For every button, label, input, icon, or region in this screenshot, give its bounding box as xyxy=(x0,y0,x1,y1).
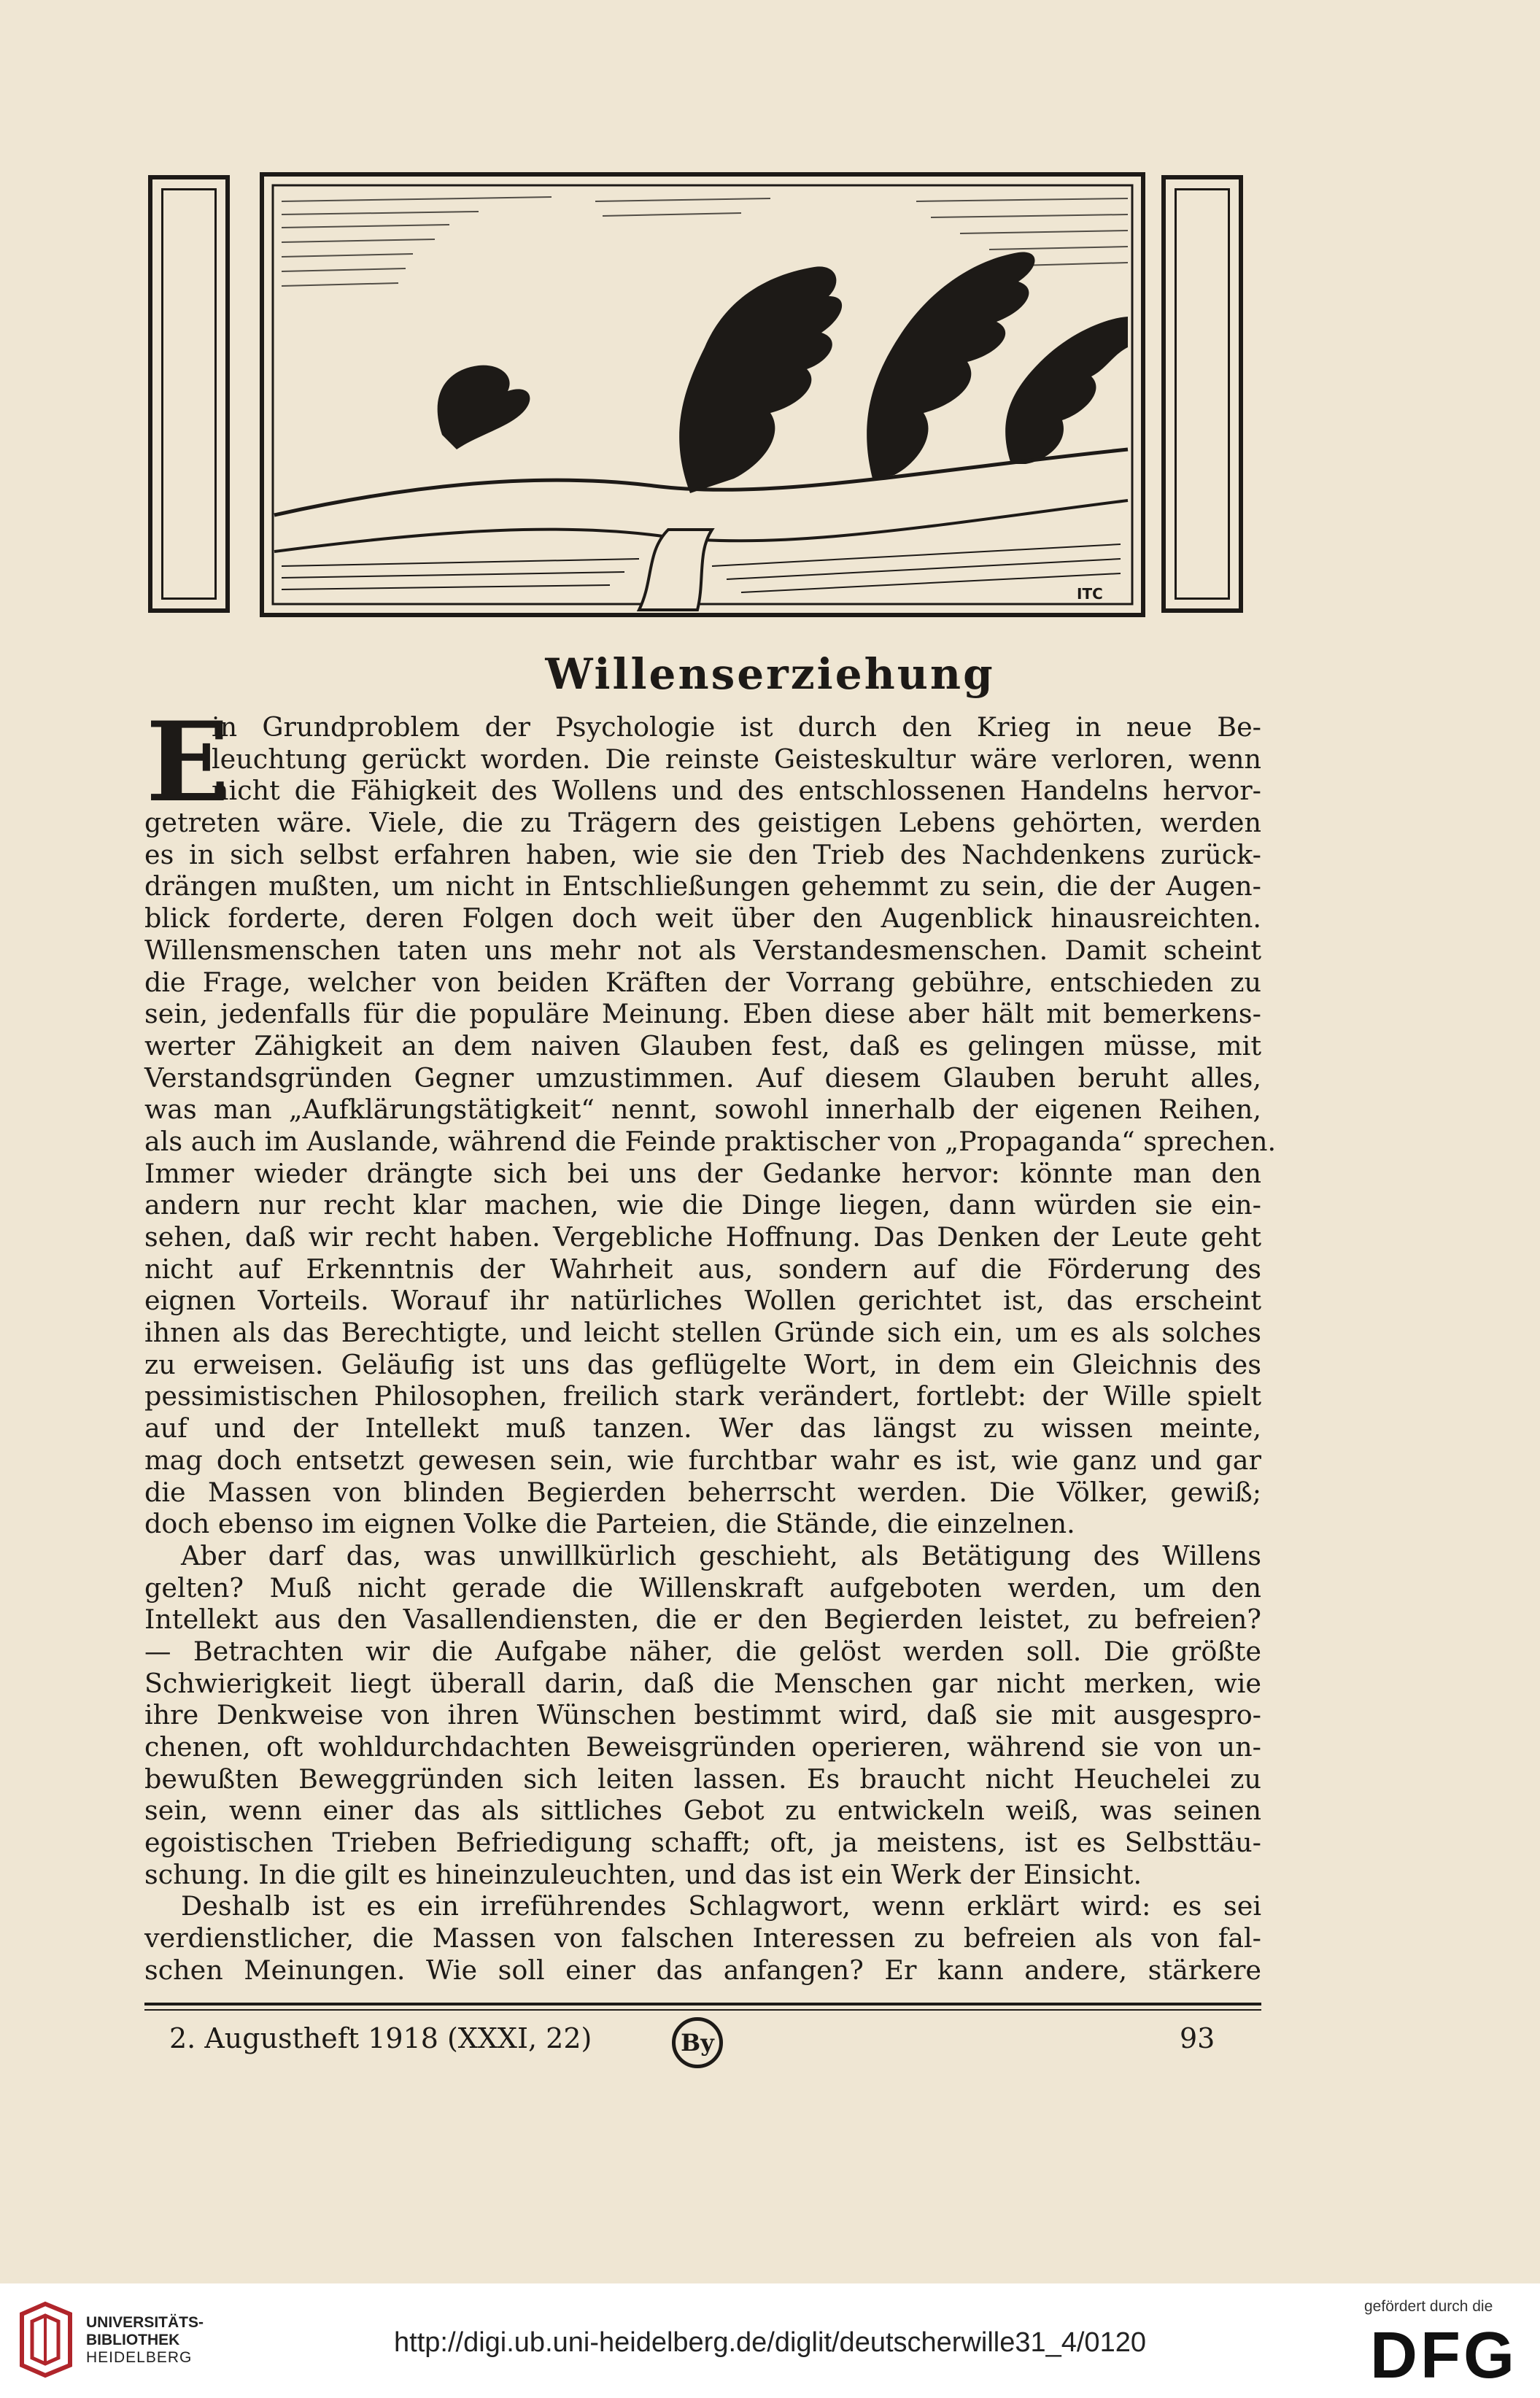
text-line: andern nur recht klar machen, wie die Dinge liegen, dann würden sie ein- xyxy=(144,1189,1261,1221)
digitization-banner xyxy=(0,2283,1540,2398)
text-line: die Massen von blinden Begierden beherrscht werden. Die Völker, gewiß; xyxy=(144,1476,1261,1508)
text-line: Deshalb ist es ein irreführendes Schlagwort, wenn erklärt wird: es sei xyxy=(181,1890,1261,1922)
text-line: gelten? Muß nicht gerade die Willenskraft aufgeboten werden, um den xyxy=(144,1571,1261,1604)
text-line: verdienstlicher, die Massen von falschen Interessen zu befreien als von fal- xyxy=(144,1922,1261,1954)
landscape-illustration xyxy=(260,172,1145,617)
text-line: auf und der Intellekt muß tanzen. Wer das längst zu wissen meinte, xyxy=(144,1412,1261,1444)
text-line: schung. In die gilt es hineinzuleuchten, und das ist ein Werk der Einsicht. xyxy=(144,1858,1142,1890)
headpiece-frame-right xyxy=(1161,175,1243,613)
text-line: Intellekt aus den Vasallendiensten, die er den Begierden leistet, zu befreien? xyxy=(144,1604,1261,1636)
text-line: die Frage, welcher von beiden Kräften der Vorrang gebühre, entschieden zu xyxy=(144,966,1261,998)
text-line: sein, wenn einer das als sittliches Gebot zu entwickeln weiß, was seinen xyxy=(144,1795,1261,1827)
page-number: 93 xyxy=(1180,2022,1215,2054)
text-line: werter Zähigkeit an dem naiven Glauben fest, daß es gelingen müsse, mit xyxy=(144,1029,1261,1061)
text-line: Verstandsgründen Gegner umzustimmen. Auf diesem Glauben beruht alles, xyxy=(144,1061,1261,1094)
article-title: Willenserziehung xyxy=(545,649,995,699)
text-line: bewußten Beweggründen sich leiten lassen. Es braucht nicht Heuchelei zu xyxy=(144,1763,1261,1795)
text-line: Willensmenschen taten uns mehr not als Verstandesmenschen. Damit scheint xyxy=(144,934,1261,966)
text-line: ihre Denkweise von ihren Wünschen bestimmt wird, daß sie mit ausgespro- xyxy=(144,1699,1261,1731)
illustration-signature: ITC xyxy=(1077,585,1103,603)
text-line: es in sich selbst erfahren haben, wie sie den Trieb des Nachdenkens zurück- xyxy=(144,838,1261,870)
text-line: was man „Aufklärungstätigkeit“ nennt, sowohl innerhalb der eigenen Reihen, xyxy=(144,1094,1261,1126)
issue-info: 2. Augustheft 1918 (XXXI, 22) xyxy=(169,2022,592,2054)
text-line: Aber darf das, was unwillkürlich geschieht, als Betätigung des Willens xyxy=(181,1539,1261,1571)
text-line: getreten wäre. Viele, die zu Trägern des geistigen Lebens gehörten, werden xyxy=(144,807,1261,839)
text-line: pessimistischen Philosophen, freilich stark verändert, fortlebt: der Wille spielt xyxy=(144,1380,1261,1412)
text-line: sein, jedenfalls für die populäre Meinung. Eben diese aber hält mit bemerkens- xyxy=(144,998,1261,1030)
text-line: als auch im Auslande, während die Feinde praktischer von „Propaganda“ sprechen. xyxy=(144,1125,1277,1157)
text-line: sehen, daß wir recht haben. Vergebliche Hoffnung. Das Denken der Leute geht xyxy=(144,1221,1261,1253)
text-line: drängen mußten, um nicht in Entschließungen gehemmt zu sein, die der Augen- xyxy=(144,870,1261,902)
drop-cap: E xyxy=(146,698,230,827)
publisher-logo: By xyxy=(672,2017,723,2068)
text-line: zu erweisen. Geläufig ist uns das geflügelte Wort, in dem ein Gleichnis des xyxy=(144,1348,1261,1380)
text-line: leuchtung gerückt worden. Die reinste Geisteskultur wäre verloren, wenn xyxy=(212,743,1261,775)
text-line: nicht auf Erkenntnis der Wahrheit aus, sondern auf die Förderung des xyxy=(144,1253,1261,1285)
text-line: Schwierigkeit liegt überall darin, daß die Menschen gar nicht merken, wie xyxy=(144,1667,1261,1699)
footer-rule xyxy=(144,2003,1261,2006)
text-line: eignen Vorteils. Worauf ihr natürliches Wollen gerichtet ist, das erscheint xyxy=(144,1285,1261,1317)
library-name-line-1: UNIVERSITÄTS- xyxy=(86,2314,204,2331)
funded-by-label: gefördert durch die xyxy=(1364,2298,1493,2315)
library-name-line-3: HEIDELBERG xyxy=(86,2349,193,2366)
text-line: in Grundproblem der Psychologie ist durch den Krieg in neue Be- xyxy=(212,711,1261,743)
text-line: egoistischen Trieben Befriedigung schafft; oft, ja meistens, ist es Selbsttäu- xyxy=(144,1827,1261,1859)
text-line: mag doch entsetzt gewesen sein, wie furchtbar wahr es ist, wie ganz und gar xyxy=(144,1444,1261,1476)
dfg-logo: DFG xyxy=(1370,2319,1517,2392)
headpiece-frame-left xyxy=(148,175,230,613)
text-line: — Betrachten wir die Aufgabe näher, die gelöst werden soll. Die größte xyxy=(144,1635,1261,1667)
text-line: Immer wieder drängte sich bei uns der Gedanke hervor: könnte man den xyxy=(144,1157,1261,1189)
text-line: schen Meinungen. Wie soll einer das anfangen? Er kann andere, stärkere xyxy=(144,1954,1261,1986)
footer-rule-thin xyxy=(144,2009,1261,2011)
source-url-link[interactable]: http://digi.ub.uni-heidelberg.de/diglit/deutscherwille31_4/0120 xyxy=(394,2327,1146,2358)
text-line: chenen, oft wohldurchdachten Beweisgründen operieren, während sie von un- xyxy=(144,1731,1261,1763)
article-body xyxy=(144,711,1277,1987)
text-line: doch ebenso im eignen Volke die Parteien, die Stände, die einzelnen. xyxy=(144,1508,1075,1540)
text-line: nicht die Fähigkeit des Wollens und des entschlossenen Handelns hervor- xyxy=(212,775,1261,807)
library-name-line-2: BIBLIOTHEK xyxy=(86,2332,180,2348)
text-line: blick forderte, deren Folgen doch weit über den Augenblick hinausreichten. xyxy=(144,902,1261,935)
text-line: ihnen als das Berechtigte, und leicht stellen Gründe sich ein, um es als solches xyxy=(144,1317,1261,1349)
